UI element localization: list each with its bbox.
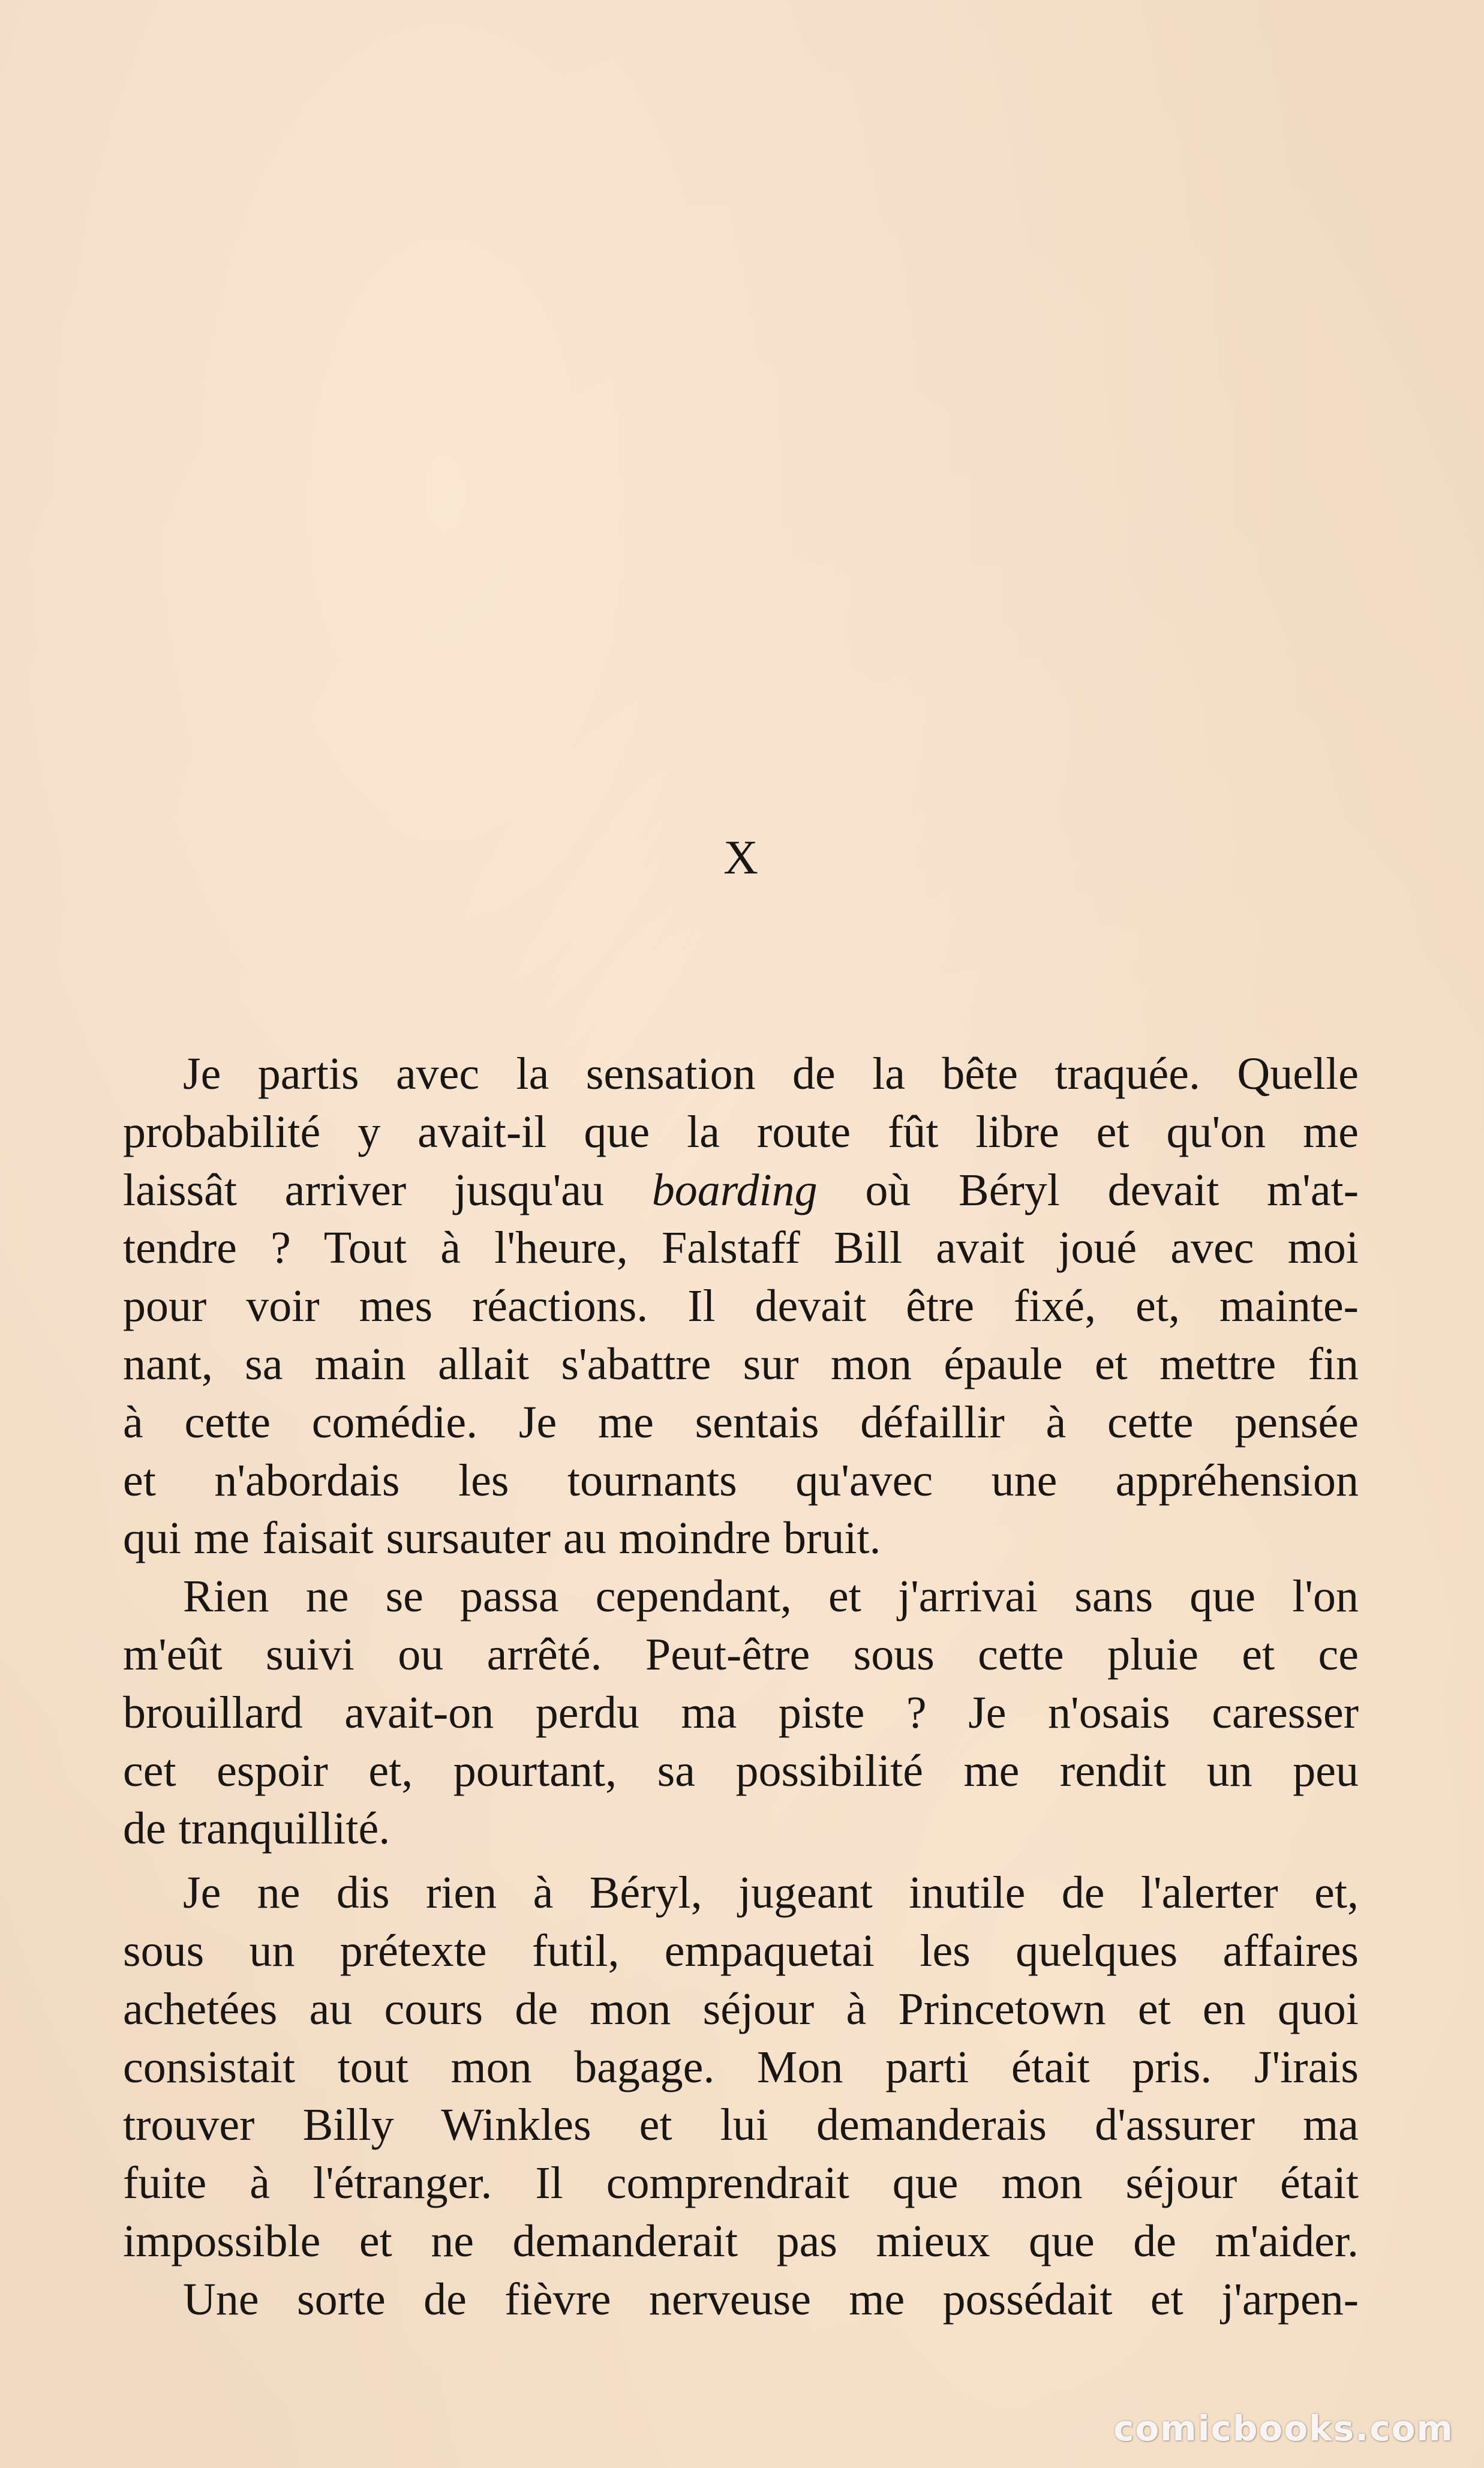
paragraph-2 — [123, 1568, 1359, 1858]
text-line: impossible et ne demanderait pas mieux que de m'aider. — [123, 2215, 1359, 2266]
paragraph-3 — [123, 1864, 1359, 2271]
text-line: qui me faisait sursauter au moindre bruit. — [123, 1513, 881, 1564]
text-line: sous un prétexte futil, empaquetai les quelques affaires — [123, 1925, 1359, 1976]
text-line: et n'abordais les tournants qu'avec une appréhension — [123, 1455, 1359, 1506]
italic-word: boarding — [651, 1164, 818, 1215]
text-line: fuite à l'étranger. Il comprendrait que mon séjour était — [123, 2158, 1359, 2209]
text-line: tendre ? Tout à l'heure, Falstaff Bill avait joué avec moi — [123, 1223, 1359, 1274]
paragraph-4 — [123, 2271, 1359, 2329]
chapter-body-text — [123, 1045, 1359, 2329]
site-watermark: comicbooks.com — [1113, 2408, 1454, 2449]
text-line: brouillard avait-on perdu ma piste ? Je n'osais caresser — [123, 1687, 1359, 1738]
text-line: Une sorte de fièvre nerveuse me possédait et j'arpen- — [183, 2274, 1359, 2325]
text-line: probabilité y avait-il que la route fût libre et qu'on me — [123, 1106, 1359, 1157]
text-line: pour voir mes réactions. Il devait être fixé, et, mainte- — [123, 1281, 1359, 1332]
text-line: Je partis avec la sensation de la bête traquée. Quelle — [183, 1049, 1359, 1099]
paragraph-1 — [123, 1045, 1359, 1568]
text-line: de tranquillité. — [123, 1803, 390, 1854]
text-line — [123, 1161, 1359, 1220]
text-line: Je ne dis rien à Béryl, jugeant inutile de l'alerter et, — [183, 1867, 1359, 1918]
text-line: achetées au cours de mon séjour à Princetown et en quoi — [123, 1983, 1359, 2034]
text-line: consistait tout mon bagage. Mon parti était pris. J'irais — [123, 2041, 1359, 2092]
paragraph-spacer — [123, 1858, 1359, 1864]
text-line: m'eût suivi ou arrêté. Peut-être sous cette pluie et ce — [123, 1629, 1359, 1680]
text-line: trouver Billy Winkles et lui demanderais d'assurer ma — [123, 2100, 1359, 2151]
text-line: nant, sa main allait s'abattre sur mon épaule et mettre fin — [123, 1338, 1359, 1389]
text-span: laissât arriver jusqu'au — [123, 1164, 652, 1215]
text-span: où Béryl devait m'at- — [817, 1164, 1359, 1215]
chapter-heading: X — [723, 831, 761, 884]
text-line: Rien ne se passa cependant, et j'arrivai sans que l'on — [183, 1571, 1359, 1622]
text-line: à cette comédie. Je me sentais défaillir à cette pensée — [123, 1397, 1359, 1448]
text-line: cet espoir et, pourtant, sa possibilité me rendit un peu — [123, 1745, 1359, 1796]
